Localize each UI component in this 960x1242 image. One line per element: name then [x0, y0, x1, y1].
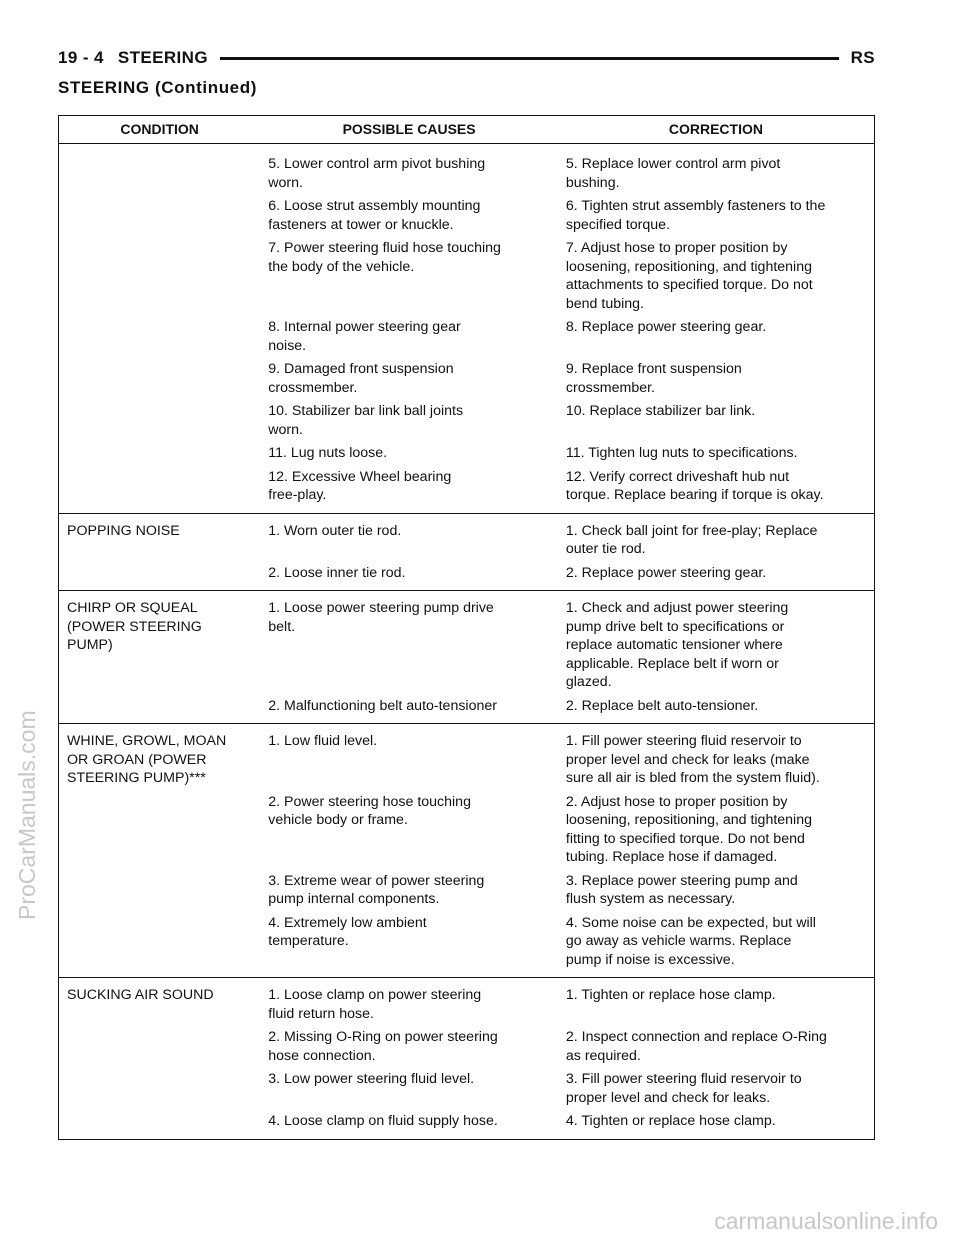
- table-row: [59, 872, 875, 914]
- diagnosis-table: [58, 115, 875, 1140]
- cause-cell: 10. Stabilizer bar link ball joints worn.: [268, 403, 464, 438]
- table-row: [59, 1070, 875, 1112]
- cause-cell: 1. Low fluid level.: [260, 724, 558, 793]
- column-header-correction: CORRECTION: [558, 116, 875, 144]
- table-row: [59, 978, 875, 1029]
- condition-cell: [59, 144, 261, 198]
- table-row: [59, 239, 875, 318]
- cause-cell: 2. Malfunctioning belt auto-tensioner: [268, 697, 497, 714]
- cause-cell: 1. Loose power steering pump drive belt.: [260, 591, 558, 697]
- correction-cell: 3. Fill power steering fluid reservoir to proper level and check for leaks.: [565, 1071, 802, 1106]
- correction-cell: 9. Replace front suspension crossmember.: [565, 361, 742, 396]
- condition-cell: SUCKING AIR SOUND: [59, 978, 261, 1029]
- cause-cell: 1. Loose clamp on power steering fluid return hose.: [260, 978, 558, 1029]
- correction-cell: 3. Replace power steering pump and flush system as necessary.: [565, 872, 798, 907]
- cause-cell: 4. Extremely low ambient temperature.: [268, 914, 427, 949]
- correction-cell: 12. Verify correct driveshaft hub nut torque. Replace bearing if torque is okay.: [565, 468, 824, 503]
- page-subtitle: STEERING (Continued): [58, 78, 257, 97]
- condition-cell: WHINE, GROWL, MOAN OR GROAN (POWER STEERING PUMP)***: [59, 724, 261, 793]
- section-number: 19 - 4: [58, 48, 104, 67]
- table-row: [59, 468, 875, 514]
- table-row: [59, 360, 875, 402]
- correction-cell: 4. Some noise can be expected, but will go away as vehicle warms. Replace pump if noise is excessive.: [565, 914, 816, 968]
- table-row: [59, 402, 875, 444]
- cause-cell: 5. Lower control arm pivot bushing worn.: [268, 156, 486, 191]
- table-row: [59, 513, 875, 564]
- model-code: RS: [850, 48, 875, 67]
- table-row: [59, 444, 875, 468]
- table-row: [59, 197, 875, 239]
- condition-cell: [59, 1070, 261, 1112]
- condition-cell: [59, 1112, 261, 1139]
- section-title: STEERING: [117, 48, 208, 67]
- table-row: [59, 591, 875, 697]
- table-row: [59, 1112, 875, 1139]
- table-row: [59, 144, 875, 198]
- cause-cell: 12. Excessive Wheel bearing free-play.: [268, 468, 452, 503]
- condition-cell: [59, 360, 261, 402]
- correction-cell: 2. Inspect connection and replace O-Ring as required.: [565, 1029, 827, 1064]
- column-header-condition: CONDITION: [59, 116, 261, 144]
- column-header-causes: POSSIBLE CAUSES: [260, 116, 558, 144]
- condition-cell: [59, 872, 261, 914]
- header-rule: [220, 57, 839, 60]
- correction-cell: 1. Check and adjust power steering pump drive belt to specifications or replace automatic tensioner where applicable. Replace belt if worn or glazed.: [558, 591, 875, 697]
- condition-cell: [59, 914, 261, 978]
- condition-cell: [59, 468, 261, 514]
- correction-cell: 11. Tighten lug nuts to specifications.: [565, 445, 798, 461]
- cause-cell: 2. Loose inner tie rod.: [268, 564, 406, 581]
- condition-cell: [59, 197, 261, 239]
- correction-cell: 1. Fill power steering fluid reservoir to proper level and check for leaks (make sure all air is bled from the system fluid).: [558, 724, 875, 793]
- table-row: [59, 318, 875, 360]
- table-row: [59, 1028, 875, 1070]
- cause-cell: 1. Worn outer tie rod.: [260, 513, 558, 564]
- cause-cell: 6. Loose strut assembly mounting fasteners at tower or knuckle.: [268, 198, 481, 233]
- correction-cell: 8. Replace power steering gear.: [565, 319, 767, 335]
- table-body: [59, 144, 875, 1140]
- cause-cell: 7. Power steering fluid hose touching the body of the vehicle.: [268, 240, 501, 275]
- correction-cell: 2. Replace power steering gear.: [565, 564, 767, 581]
- cause-cell: 11. Lug nuts loose.: [268, 445, 388, 461]
- table-row: [59, 914, 875, 978]
- cause-cell: 3. Low power steering fluid level.: [268, 1071, 475, 1087]
- condition-cell: [59, 564, 261, 591]
- condition-cell: POPPING NOISE: [59, 513, 261, 564]
- side-watermark: ProCarManuals.com: [14, 710, 40, 920]
- table-row: [59, 564, 875, 591]
- correction-cell: 5. Replace lower control arm pivot bushing.: [565, 156, 781, 191]
- condition-cell: [59, 239, 261, 318]
- cause-cell: 2. Missing O-Ring on power steering hose connection.: [268, 1029, 498, 1064]
- cause-cell: 9. Damaged front suspension crossmember.: [268, 361, 454, 396]
- correction-cell: 2. Replace belt auto-tensioner.: [565, 697, 759, 714]
- correction-cell: 10. Replace stabilizer bar link.: [565, 403, 756, 419]
- cause-cell: 3. Extreme wear of power steering pump internal components.: [268, 872, 485, 907]
- correction-cell: 6. Tighten strut assembly fasteners to the specified torque.: [565, 198, 826, 233]
- condition-cell: [59, 402, 261, 444]
- cause-cell: 4. Loose clamp on fluid supply hose.: [268, 1113, 498, 1129]
- condition-cell: [59, 697, 261, 724]
- condition-cell: [59, 318, 261, 360]
- footer-watermark: carmanualsonline.info: [714, 1208, 938, 1234]
- table-header-row: [59, 116, 875, 144]
- condition-cell: [59, 444, 261, 468]
- correction-cell: 4. Tighten or replace hose clamp.: [565, 1113, 776, 1129]
- correction-cell: 1. Tighten or replace hose clamp.: [558, 978, 875, 1029]
- table-row: [59, 793, 875, 872]
- correction-cell: 1. Check ball joint for free-play; Replace outer tie rod.: [558, 513, 875, 564]
- page-header: [58, 46, 875, 70]
- cause-cell: 8. Internal power steering gear noise.: [268, 319, 461, 354]
- condition-cell: [59, 1028, 261, 1070]
- table-row: [59, 724, 875, 793]
- condition-cell: [59, 793, 261, 872]
- cause-cell: 2. Power steering hose touching vehicle body or frame.: [268, 793, 471, 828]
- correction-cell: 7. Adjust hose to proper position by loosening, repositioning, and tightening attachments to specified torque. Do not bend tubing.: [565, 240, 813, 312]
- correction-cell: 2. Adjust hose to proper position by loosening, repositioning, and tightening fitting to specified torque. Do not bend tubing. Replace hose if damaged.: [565, 793, 812, 865]
- condition-cell: CHIRP OR SQUEAL (POWER STEERING PUMP): [59, 591, 261, 697]
- table-row: [59, 697, 875, 724]
